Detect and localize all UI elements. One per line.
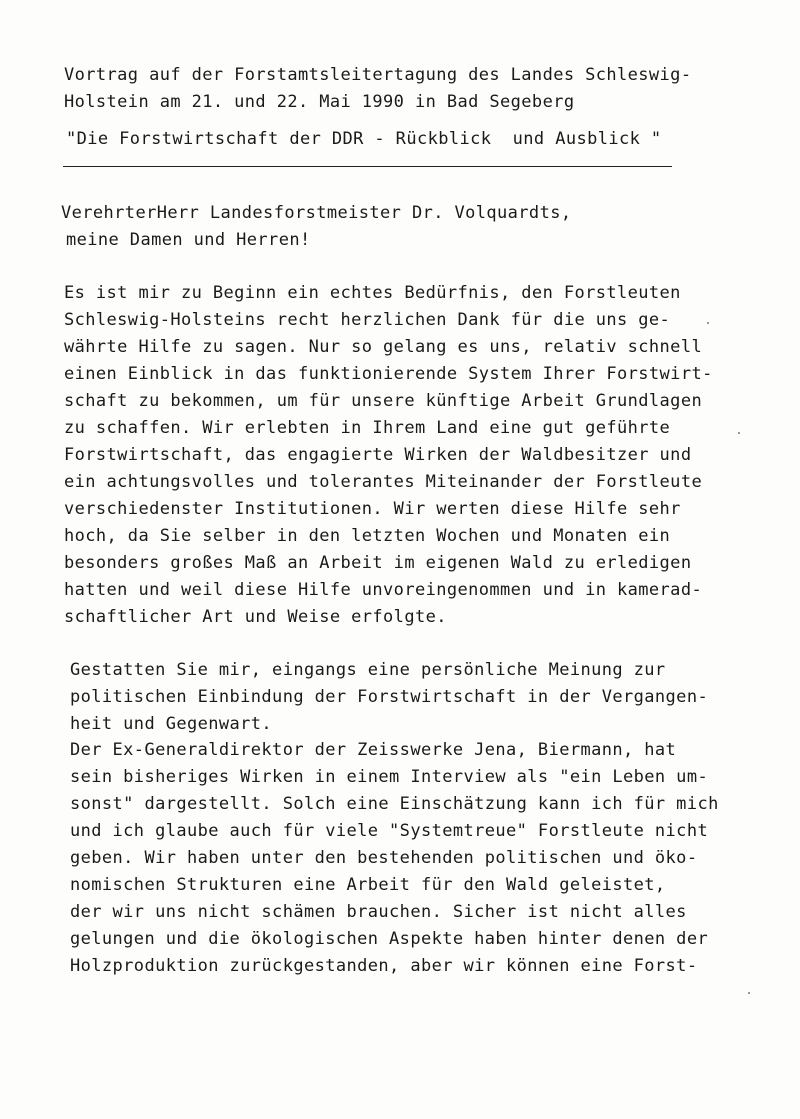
paragraph-1-line: hoch, da Sie selber in den letzten Wochen und Monaten ein bbox=[64, 526, 671, 546]
salutation-line-1: VerehrterHerr Landesforstmeister Dr. Volquardts, bbox=[61, 203, 572, 223]
paragraph-2-line: politischen Einbindung der Forstwirtschaft in der Vergangen- bbox=[70, 687, 709, 707]
paragraph-2-line: Der Ex-Generaldirektor der Zeisswerke Jena, Biermann, hat bbox=[70, 740, 677, 760]
salutation-line-2: meine Damen und Herren! bbox=[66, 230, 311, 250]
scan-speck bbox=[738, 432, 740, 434]
paragraph-1-line: schaftlicher Art und Weise erfolgte. bbox=[64, 607, 447, 627]
paragraph-2-line: sonst" dargestellt. Solch eine Einschätzung kann ich für mich bbox=[70, 794, 719, 814]
header-line-1: Vortrag auf der Forstamtsleitertagung des Landes Schleswig- bbox=[64, 65, 692, 85]
header-divider bbox=[63, 166, 672, 167]
paragraph-1-line: Forstwirtschaft, das engagierte Wirken der Waldbesitzer und bbox=[64, 445, 692, 465]
paragraph-2-line: gelungen und die ökologischen Aspekte haben hinter denen der bbox=[70, 929, 709, 949]
paragraph-1-line: ein achtungsvolles und tolerantes Miteinander der Forstleute bbox=[64, 472, 703, 492]
paragraph-2-line: der wir uns nicht schämen brauchen. Sicher ist nicht alles bbox=[70, 902, 687, 922]
paragraph-2-line: geben. Wir haben unter den bestehenden politischen und öko- bbox=[70, 848, 698, 868]
header-line-2: Holstein am 21. und 22. Mai 1990 in Bad Segeberg bbox=[64, 92, 575, 112]
paragraph-2-line: Gestatten Sie mir, eingangs eine persönliche Meinung zur bbox=[70, 660, 666, 680]
paragraph-1-line: Schleswig-Holsteins recht herzlichen Dank für die uns ge- bbox=[64, 310, 671, 330]
paragraph-1-line: einen Einblick in das funktionierende System Ihrer Forstwirt- bbox=[64, 364, 713, 384]
scan-speck bbox=[748, 992, 750, 994]
paragraph-1-line: verschiedenster Institutionen. Wir werten diese Hilfe sehr bbox=[64, 499, 681, 519]
header-title: "Die Forstwirtschaft der DDR - Rückblick und Ausblick " bbox=[66, 129, 662, 149]
paragraph-2-line: heit und Gegenwart. bbox=[70, 714, 273, 734]
paragraph-1-line: Es ist mir zu Beginn ein echtes Bedürfnis, den Forstleuten bbox=[64, 283, 681, 303]
paragraph-1-line: hatten und weil diese Hilfe unvoreingenommen und in kamerad- bbox=[64, 580, 703, 600]
paragraph-1-line: währte Hilfe zu sagen. Nur so gelang es uns, relativ schnell bbox=[64, 337, 703, 357]
paragraph-1-line: zu schaffen. Wir erlebten in Ihrem Land eine gut geführte bbox=[64, 418, 671, 438]
paragraph-1-line: schaft zu bekommen, um für unsere künftige Arbeit Grundlagen bbox=[64, 391, 703, 411]
paragraph-2-line: und ich glaube auch für viele "Systemtreue" Forstleute nicht bbox=[70, 821, 709, 841]
paragraph-2-line: sein bisheriges Wirken in einem Interview als "ein Leben um- bbox=[70, 767, 709, 787]
scan-speck bbox=[707, 322, 709, 324]
paragraph-2-line: Holzproduktion zurückgestanden, aber wir können eine Forst- bbox=[70, 956, 698, 976]
paragraph-1-line: besonders großes Maß an Arbeit im eigenen Wald zu erledigen bbox=[64, 553, 692, 573]
paragraph-2-line: nomischen Strukturen eine Arbeit für den Wald geleistet, bbox=[70, 875, 666, 895]
